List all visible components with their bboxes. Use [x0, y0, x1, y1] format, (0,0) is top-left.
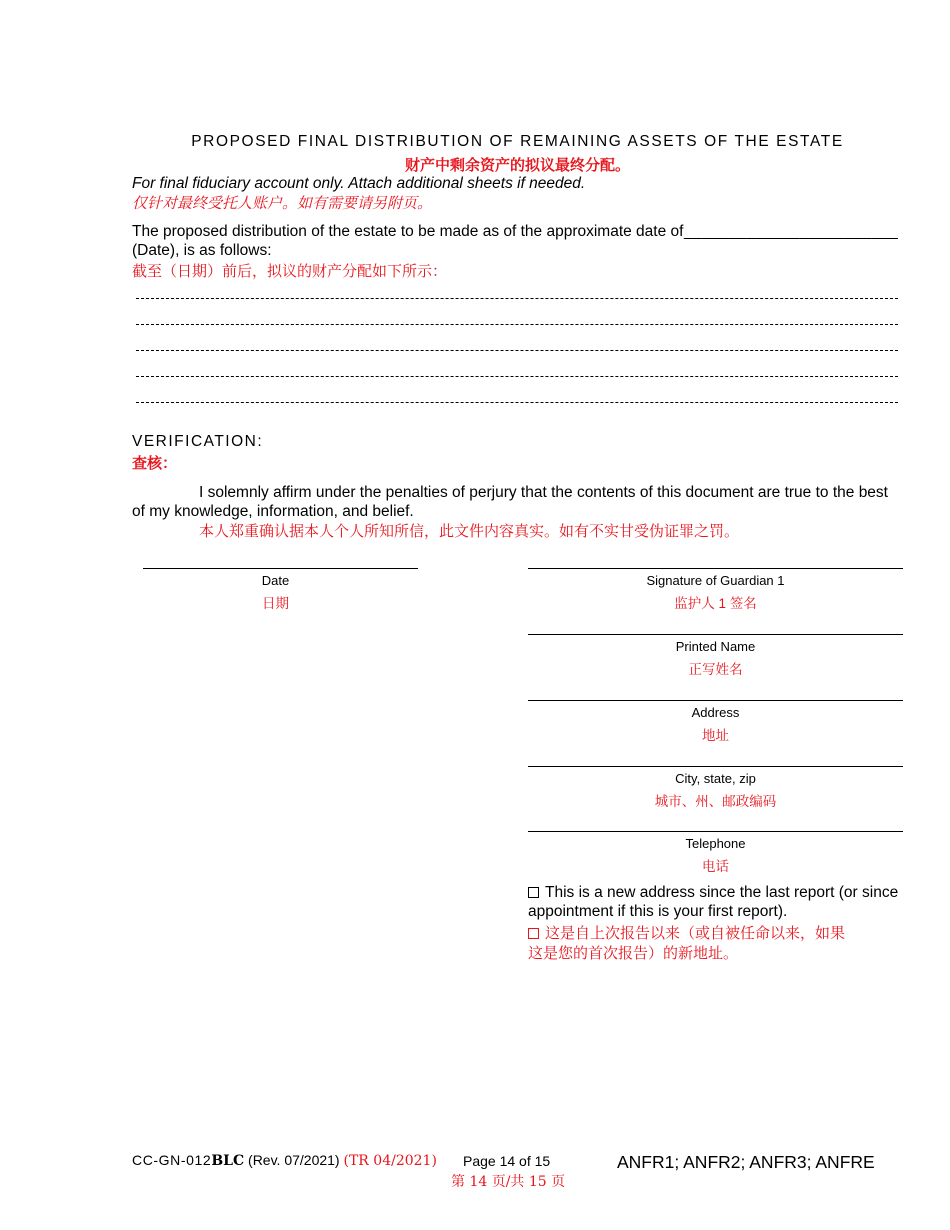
printed-name-label: Printed Name [675, 639, 756, 654]
distribution-line-2[interactable] [136, 324, 898, 325]
guardian-signature-label-zh: 监护人 1 签名 [674, 596, 757, 611]
distribution-line-5[interactable] [136, 402, 898, 403]
form-code [132, 1152, 437, 1169]
new-address-checkbox-zh[interactable] [528, 928, 539, 939]
form-code-suffix: BLC [211, 1153, 245, 1169]
verification-heading: VERIFICATION: [132, 433, 264, 450]
verification-heading-zh: 查核： [132, 455, 178, 472]
new-address-text: This is a new address since the last report (or since [545, 884, 899, 901]
distribution-line-1[interactable] [136, 298, 898, 299]
affirmation-text: I solemnly affirm under the penalties of perjury that the contents of this document are true to the best [199, 484, 888, 501]
section-title: PROPOSED FINAL DISTRIBUTION OF REMAINING ASSETS OF THE ESTATE [191, 133, 844, 150]
address-label-zh: 地址 [702, 728, 729, 743]
instruction-note-zh: 仅针对最终受托人账户。如有需要请另附页。 [132, 195, 433, 212]
distribution-date-field[interactable]: ________________________ [684, 223, 899, 240]
distribution-line-4[interactable] [136, 376, 898, 377]
new-address-text-zh-2: 这是您的首次报告）的新地址。 [528, 945, 739, 962]
affirmation-text-2: of my knowledge, information, and belief. [132, 503, 414, 520]
new-address-text-zh: 这是自上次报告以来（或自被任命以来，如果 [545, 925, 846, 942]
page-number-zh: 第 14 页/共 15 页 [451, 1174, 566, 1190]
date-signature-line[interactable] [143, 568, 418, 569]
form-code-number: CC-GN-012 [132, 1152, 212, 1168]
date-label-zh: 日期 [262, 596, 289, 611]
affirmation-text-zh: 本人郑重确认据本人个人所知所信，此文件内容真实。如有不实甘受伪证罪之罚。 [199, 523, 740, 540]
city-state-zip-label: City, state, zip [675, 771, 756, 786]
city-state-zip-label-zh: 城市、州、邮政编码 [654, 794, 777, 809]
printed-name-line[interactable] [528, 634, 903, 635]
new-address-checkbox[interactable] [528, 887, 539, 898]
distribution-text-2: (Date), is as follows: [132, 242, 272, 259]
printed-name-label-zh: 正写姓名 [688, 662, 743, 677]
new-address-text-2: appointment if this is your first report). [528, 903, 788, 920]
telephone-label: Telephone [685, 836, 746, 851]
address-line[interactable] [528, 700, 903, 701]
form-ids: ANFR1; ANFR2; ANFR3; ANFRE [617, 1152, 875, 1172]
distribution-line-3[interactable] [136, 350, 898, 351]
new-address-option[interactable] [528, 883, 908, 902]
instruction-note: For final fiduciary account only. Attach additional sheets if needed. [132, 175, 586, 192]
guardian-signature-line[interactable] [528, 568, 903, 569]
telephone-label-zh: 电话 [702, 859, 729, 874]
new-address-option-zh[interactable] [528, 924, 908, 944]
distribution-text: The proposed distribution of the estate to be made as of the approximate date of [132, 223, 684, 240]
distribution-text-zh: 截至（日期）前后，拟议的财产分配如下所示： [132, 263, 448, 280]
guardian-signature-label: Signature of Guardian 1 [646, 573, 785, 588]
form-revision: (Rev. 07/2021) [248, 1152, 340, 1168]
section-title-zh: 财产中剩余资产的拟议最终分配。 [404, 157, 630, 174]
city-state-zip-line[interactable] [528, 766, 903, 767]
page-number: Page 14 of 15 [463, 1153, 551, 1169]
translation-revision: (TR 04/2021) [343, 1153, 437, 1169]
date-label: Date [261, 573, 290, 588]
telephone-line[interactable] [528, 831, 903, 832]
address-label: Address [691, 705, 740, 720]
